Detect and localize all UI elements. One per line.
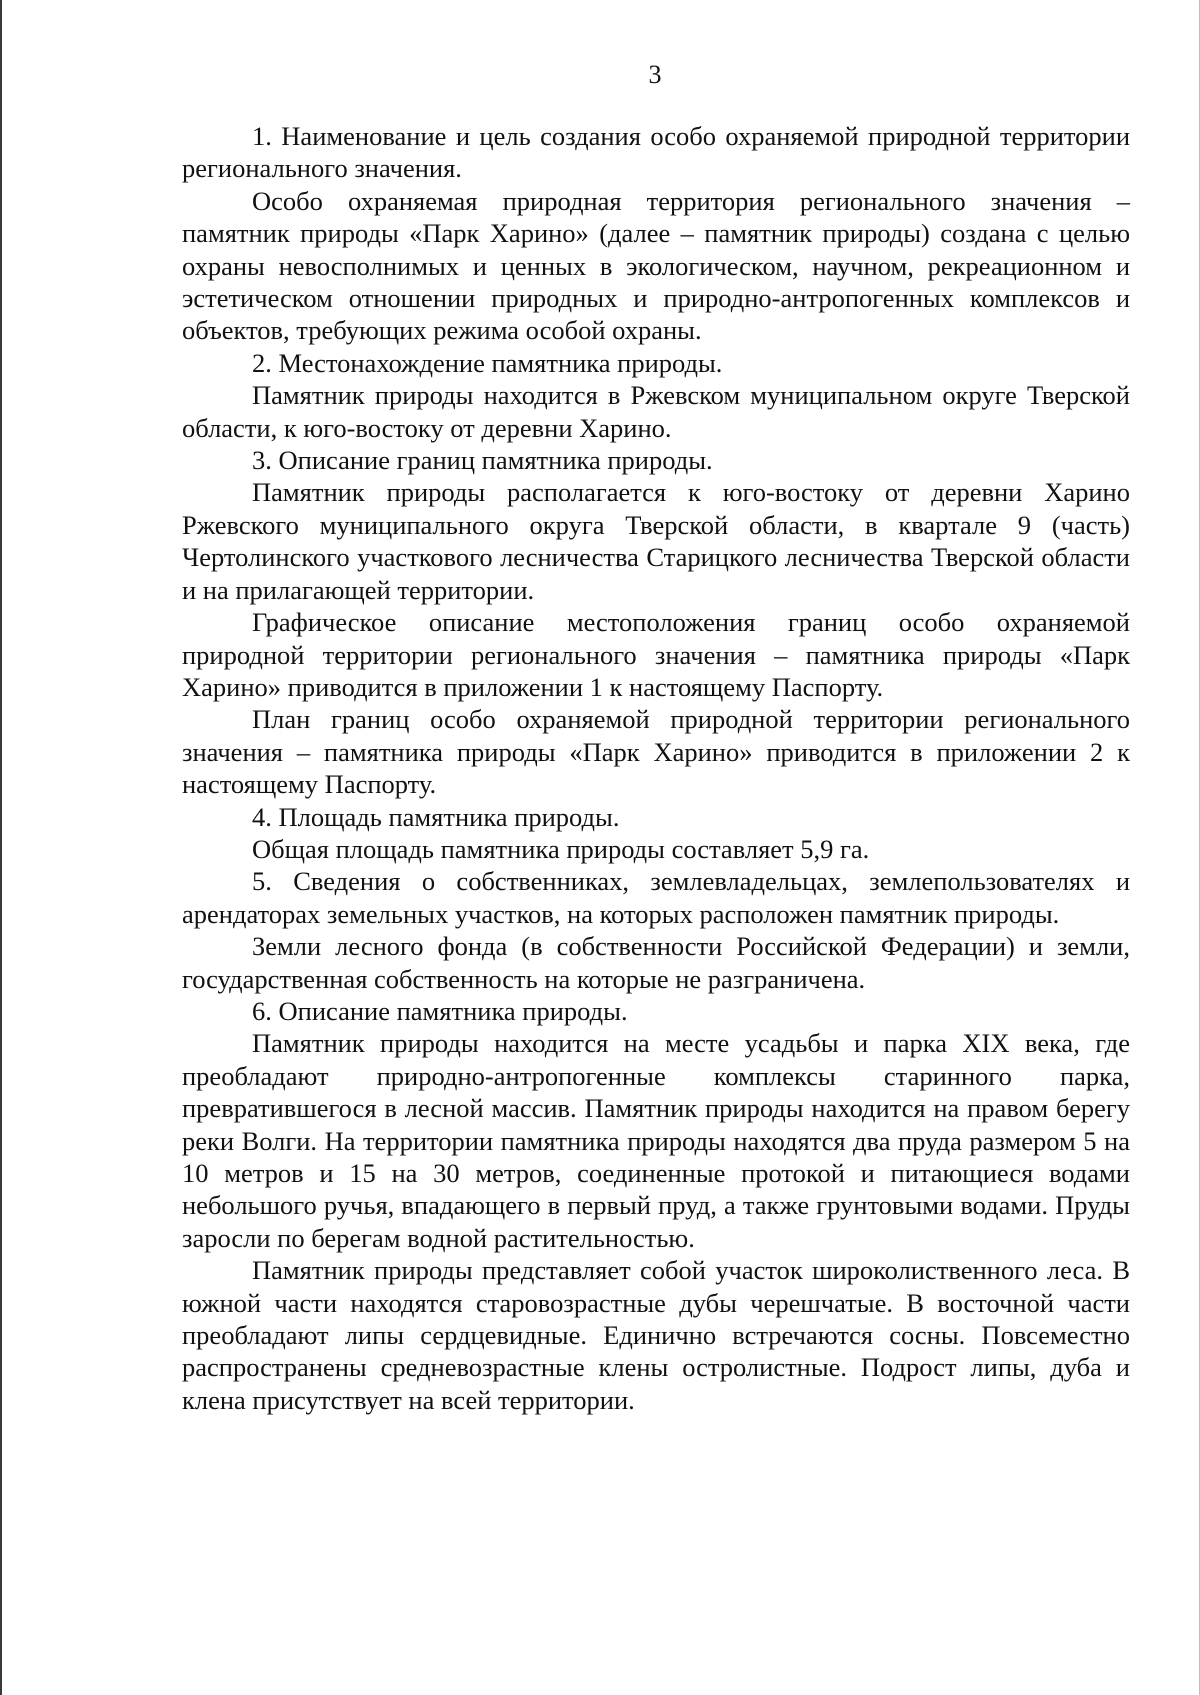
section-1-text: Особо охраняемая природная территория регионального значения – памятник природы «Парк Харино» (далее – памятник природы) создана с целью охраны невосполнимых и ценных в экологическом, научном, рекреационном и эстетическом отношении природных и природно-антропогенных комплексов и объектов, требующих режима особой охраны. bbox=[182, 185, 1130, 346]
page-number: 3 bbox=[648, 60, 662, 89]
section-6-heading: 6. Описание памятника природы. bbox=[252, 995, 628, 1026]
section-3-heading: 3. Описание границ памятника природы. bbox=[252, 445, 713, 476]
section-6-forest-description: Памятник природы представляет собой участок широколиственного леса. В южной части находятся старовозрастные дубы черешчатые. В восточной части преобладают липы сердцевидные. Единично встречаются сосны. Повсеместно распространены средневозрастные клены остролистные. Подрост липы, дуба и клена присутствует на всей территории. bbox=[182, 1255, 1130, 1415]
section-1-heading: 1. Наименование и цель создания особо охраняемой природной территории регионального значения. bbox=[182, 121, 1130, 184]
section-4-heading: 4. Площадь памятника природы. bbox=[252, 801, 620, 832]
section-3-text: Памятник природы располагается к юго-востоку от деревни Харино Ржевского муниципального округа Тверской области, в квартале 9 (часть) Чертолинского участкового лесничества Старицкого лесничества Тверской области и на прилагающей территории. bbox=[182, 477, 1130, 605]
document-body bbox=[182, 120, 1130, 1416]
section-2-text: Памятник природы находится в Ржевском муниципальном округе Тверской области, к юго-востоку от деревни Харино. bbox=[182, 380, 1130, 443]
section-4-text: Общая площадь памятника природы составляет 5,9 га. bbox=[252, 833, 870, 864]
section-6-text: Памятник природы находится на месте усадьбы и парка XIX века, где преобладают природно-антропогенные комплексы старинного парка, превратившегося в лесной массив. Памятник природы находится на правом берегу реки Волги. На территории памятника природы находятся два пруда размером 5 на 10 метров и 15 на 30 метров, соединенные протокой и питающиеся водами небольшого ручья, впадающего в первый пруд, а также грунтовыми водами. Пруды заросли по берегам водной растительностью. bbox=[182, 1028, 1130, 1253]
section-3-graphic-description: Графическое описание местоположения границ особо охраняемой природной территории регионального значения – памятника природы «Парк Харино» приводится в приложении 1 к настоящему Паспорту. bbox=[182, 607, 1130, 702]
section-3-boundary-plan: План границ особо охраняемой природной территории регионального значения – памятника природы «Парк Харино» приводится в приложении 2 к настоящему Паспорту. bbox=[182, 704, 1130, 800]
scan-edge-left bbox=[0, 0, 2, 1695]
section-5-heading: 5. Сведения о собственниках, землевладельцах, землепользователях и арендаторах земельных участков, на которых расположен памятник природы. bbox=[182, 866, 1130, 929]
section-2-heading: 2. Местонахождение памятника природы. bbox=[252, 347, 723, 378]
section-5-text: Земли лесного фонда (в собственности Российской Федерации) и земли, государственная собственность на которые не разграничена. bbox=[182, 931, 1130, 994]
